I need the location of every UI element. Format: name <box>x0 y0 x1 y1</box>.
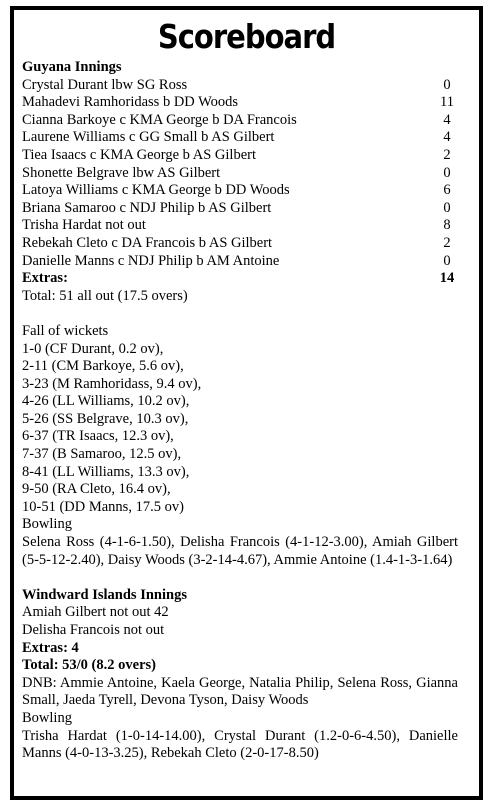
windward-bowling-figures: Selena Ross (4-1-6-1.50), Delisha Francois (4-1-12-3.00), Amiah Gilbert (5-5-12-2.40), Daisy Woods (3-2-14-4.67), Ammie Antoine (1.4-1-3-1.64) <box>22 534 458 568</box>
batting-row <box>22 200 458 218</box>
batting-row <box>22 77 458 95</box>
batter-dismissal: Briana Samaroo c NDJ Philip b AS Gilbert <box>22 199 272 216</box>
windward-bowling-heading: Bowling <box>22 516 72 533</box>
scoreboard-content <box>22 59 458 763</box>
section-spacer <box>22 569 458 587</box>
fall-of-wicket-item: 4-26 (LL Williams, 10.2 ov), <box>22 393 190 410</box>
batting-row <box>22 217 458 235</box>
guyana-total: Total: 51 all out (17.5 overs) <box>22 287 188 304</box>
fall-of-wicket-item: 8-41 (LL Williams, 13.3 ov), <box>22 463 190 480</box>
batter-dismissal: Laurene Williams c GG Small b AS Gilbert <box>22 129 275 146</box>
batter-runs: 2 <box>443 234 451 251</box>
fall-of-wicket-item: 7-37 (B Samaroo, 12.5 ov), <box>22 446 182 463</box>
scoreboard-frame <box>10 6 483 800</box>
batter-dismissal: Danielle Manns c NDJ Philip b AM Antoine <box>22 252 280 269</box>
batter-dismissal: Shonette Belgrave lbw AS Gilbert <box>22 164 221 181</box>
guyana-extras-row <box>22 270 458 288</box>
batting-row <box>22 112 458 130</box>
batter-dismissal: Rebekah Cleto c DA Francois b AS Gilbert <box>22 234 273 251</box>
windward-batter: Delisha Francois not out <box>22 622 165 638</box>
windward-extras: Extras: 4 <box>22 639 79 656</box>
batter-runs: 0 <box>443 252 451 269</box>
guyana-innings-heading: Guyana Innings <box>22 59 122 75</box>
batter-dismissal: Tiea Isaacs c KMA George b AS Gilbert <box>22 146 256 163</box>
fall-of-wicket-item: 5-26 (SS Belgrave, 10.3 ov), <box>22 410 189 427</box>
fall-of-wickets-heading: Fall of wickets <box>22 322 109 339</box>
batter-dismissal: Crystal Durant lbw SG Ross <box>22 76 188 93</box>
batter-runs: 0 <box>443 164 451 181</box>
batter-dismissal: Latoya Williams c KMA George b DD Woods <box>22 182 290 199</box>
batter-runs: 6 <box>443 182 451 199</box>
guyana-bowling-heading: Bowling <box>22 709 72 726</box>
batting-row <box>22 165 458 183</box>
batting-row <box>22 235 458 253</box>
section-spacer <box>22 305 458 323</box>
did-not-bat-list: DNB: Ammie Antoine, Kaela George, Natalia Philip, Selena Ross, Gianna Small, Jaeda Tyrell, Devona Tyson, Daisy Woods <box>22 674 458 709</box>
batter-runs: 4 <box>443 111 451 128</box>
batter-runs: 0 <box>443 76 451 93</box>
fall-of-wicket-item: 6-37 (TR Isaacs, 12.3 ov), <box>22 428 174 445</box>
batter-runs: 4 <box>443 129 451 146</box>
extras-label: Extras: <box>22 270 68 287</box>
fall-of-wicket-item: 3-23 (M Ramhoridass, 9.4 ov), <box>22 375 202 392</box>
batting-row <box>22 147 458 165</box>
scoreboard-title: Scoreboard <box>157 17 336 57</box>
guyana-bowling-figures: Trisha Hardat (1-0-14-14.00), Crystal Durant (1.2-0-6-4.50), Danielle Manns (4-0-13-3.25), Rebekah Cleto (2-0-17-8.50) <box>22 727 458 762</box>
fall-of-wicket-item: 10-51 (DD Manns, 17.5 ov) <box>22 498 184 515</box>
batter-runs: 11 <box>440 94 454 111</box>
batting-row <box>22 94 458 112</box>
batter-dismissal: Cianna Barkoye c KMA George b DA Francois <box>22 111 297 128</box>
fall-of-wicket-item: 9-50 (RA Cleto, 16.4 ov), <box>22 481 171 498</box>
batter-runs: 2 <box>443 146 451 163</box>
batting-row <box>22 182 458 200</box>
batter-runs: 0 <box>443 199 451 216</box>
extras-value: 14 <box>439 270 455 287</box>
windward-total: Total: 53/0 (8.2 overs) <box>22 657 156 674</box>
batting-row <box>22 253 458 271</box>
fall-of-wicket-item: 1-0 (CF Durant, 0.2 ov), <box>22 340 164 357</box>
batter-dismissal: Mahadevi Ramhoridass b DD Woods <box>22 94 239 111</box>
batter-runs: 8 <box>443 217 451 234</box>
batter-dismissal: Trisha Hardat not out <box>22 217 146 234</box>
fall-of-wickets-list <box>22 341 458 517</box>
windward-innings-heading: Windward Islands Innings <box>22 586 187 603</box>
fall-of-wicket-item: 2-11 (CM Barkoye, 5.6 ov), <box>22 358 184 375</box>
batting-row <box>22 129 458 147</box>
windward-batter: Amiah Gilbert not out 42 <box>22 604 169 621</box>
guyana-batting-list <box>22 77 458 271</box>
